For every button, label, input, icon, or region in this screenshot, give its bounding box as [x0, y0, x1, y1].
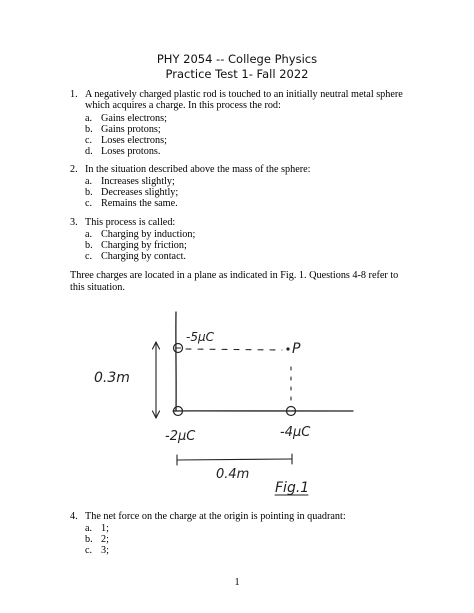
- option-letter: c.: [85, 135, 93, 146]
- option-letter: c.: [85, 198, 93, 209]
- figure-caption: Fig.1: [275, 480, 310, 496]
- option-letter: a.: [85, 229, 93, 240]
- option: [85, 198, 178, 209]
- option-text: Loses protons.: [101, 146, 161, 157]
- option-letter: a.: [85, 113, 93, 124]
- point-p-label: P: [292, 341, 301, 357]
- question-text: A negatively charged plastic rod is touched to an initially neutral metal sphere which acquires a charge. In this process the rod:: [85, 89, 403, 112]
- option-text: Increases slightly;: [101, 176, 175, 187]
- question-number: 1.: [70, 89, 78, 100]
- option-text: 1;: [101, 523, 109, 534]
- option: [85, 176, 175, 187]
- option: [85, 113, 167, 124]
- option: [85, 534, 109, 545]
- question-text: In the situation described above the mass of the sphere:: [85, 164, 311, 175]
- charge-origin-label: -2μC: [165, 429, 196, 444]
- horizontal-dimension-line: [177, 459, 292, 460]
- dashed-top-edge: [186, 349, 282, 350]
- option-letter: a.: [85, 523, 93, 534]
- option-letter: c.: [85, 545, 93, 556]
- page-number: 1: [234, 577, 240, 588]
- vertical-dimension-label: 0.3m: [94, 370, 130, 386]
- option-text: Charging by contact.: [101, 251, 186, 262]
- figure-1: [70, 305, 410, 505]
- option-letter: a.: [85, 176, 93, 187]
- option: [85, 251, 186, 262]
- option-letter: c.: [85, 251, 93, 262]
- option-letter: b.: [85, 124, 93, 135]
- figure-intro-text: Three charges are located in a plane as indicated in Fig. 1. Questions 4-8 refer to this situation.: [70, 270, 399, 293]
- question-text: This process is called:: [85, 217, 176, 228]
- option-letter: b.: [85, 534, 93, 545]
- test-title: Practice Test 1- Fall 2022: [165, 67, 309, 81]
- option-letter: d.: [85, 146, 93, 157]
- option: [85, 545, 109, 556]
- question-number: 3.: [70, 217, 78, 228]
- question-text: The net force on the charge at the origin is pointing in quadrant:: [85, 511, 346, 522]
- question-number: 2.: [70, 164, 78, 175]
- option-text: 2;: [101, 534, 109, 545]
- option: [85, 124, 161, 135]
- option: [85, 146, 160, 157]
- option-text: Charging by friction;: [101, 240, 187, 251]
- option-text: Remains the same.: [101, 198, 178, 209]
- option: [85, 135, 167, 146]
- course-title: PHY 2054 -- College Physics: [156, 52, 318, 66]
- option: [85, 523, 109, 534]
- horizontal-dimension-label: 0.4m: [216, 467, 250, 482]
- question-number: 4.: [70, 511, 78, 522]
- option-text: Gains electrons;: [101, 113, 167, 124]
- charge-top-label: -5μC: [186, 330, 214, 344]
- figure-drawing: [70, 305, 410, 505]
- option-text: Gains protons;: [101, 124, 161, 135]
- option: [85, 187, 178, 198]
- option-text: Charging by induction;: [101, 229, 196, 240]
- option: [85, 229, 195, 240]
- option: [85, 240, 187, 251]
- option-text: 3;: [101, 545, 109, 556]
- charge-right-label: -4μC: [280, 425, 311, 440]
- option-letter: b.: [85, 187, 93, 198]
- option-letter: b.: [85, 240, 93, 251]
- option-text: Loses electrons;: [101, 135, 167, 146]
- option-text: Decreases slightly;: [101, 187, 179, 198]
- point-p-dot: [286, 347, 289, 350]
